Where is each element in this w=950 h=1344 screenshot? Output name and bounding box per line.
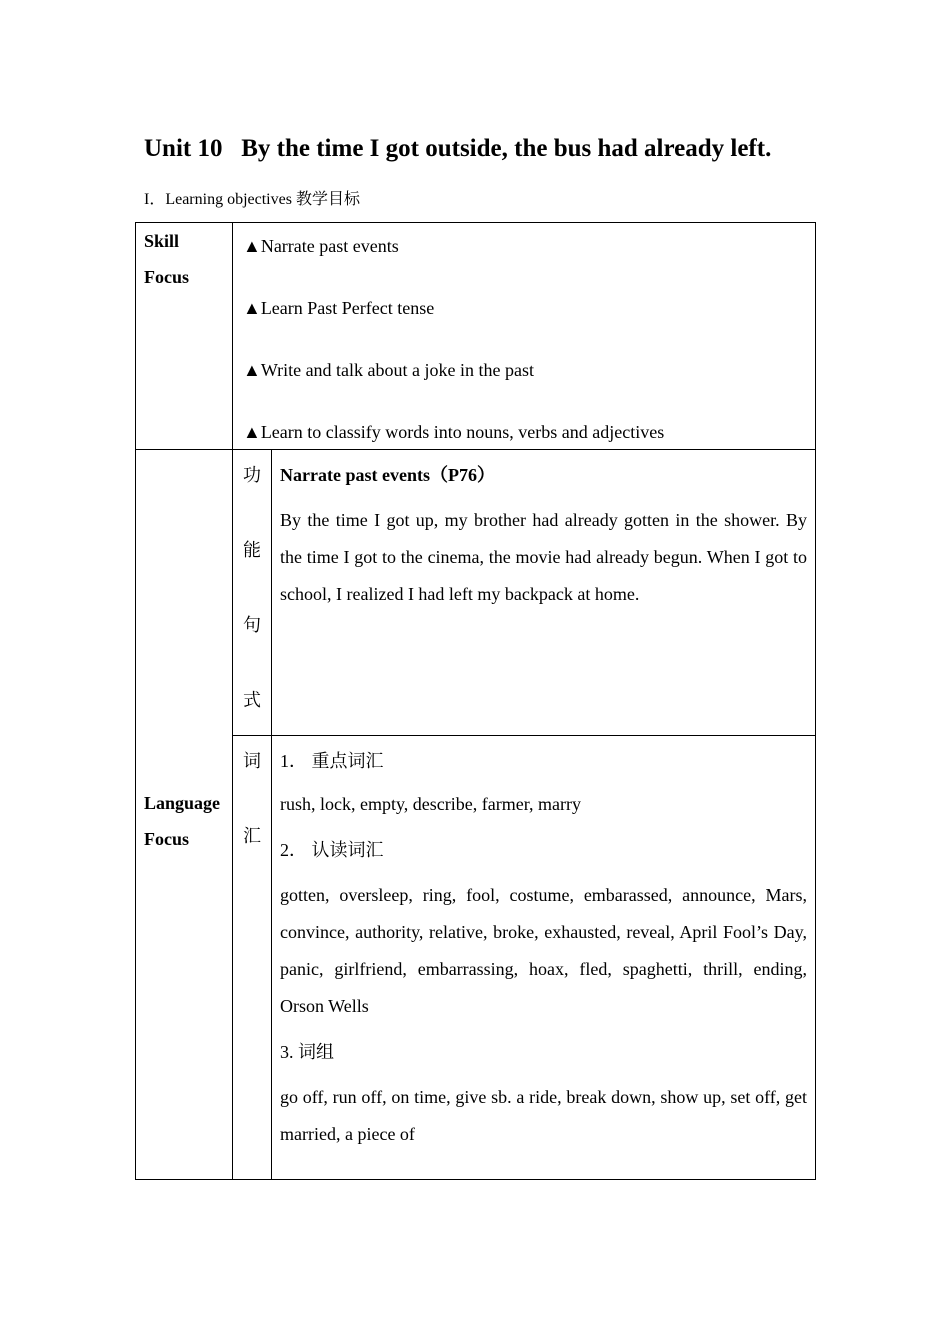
section-heading: I．Learning objectives 教学目标 bbox=[144, 191, 360, 208]
key-vocab-heading: 1． 重点词汇 bbox=[280, 751, 384, 771]
vocabulary-row bbox=[136, 736, 816, 1180]
reading-vocab-words: gotten, oversleep, ring, fool, costume, embarassed, announce, Mars, convince, authority, relative, broke, exhausted, reveal, April Fool’s Day, panic, girlfriend, embarrassing, hoax, fled, spaghetti, thrill, ending, Orson Wells bbox=[280, 885, 807, 1016]
language-focus-label-line1: Language bbox=[144, 792, 221, 813]
language-focus-label-cell bbox=[136, 450, 233, 1180]
function-content-cell bbox=[272, 450, 816, 736]
function-char: 句 bbox=[243, 615, 261, 635]
skill-focus-list-cell bbox=[233, 223, 816, 450]
function-char-cell bbox=[233, 450, 272, 736]
function-char: 功 bbox=[243, 465, 261, 485]
phrases-words: go off, run off, on time, give sb. a ride, break down, show up, set off, get married, a piece of bbox=[280, 1087, 807, 1144]
skill-focus-label-line2: Focus bbox=[144, 267, 189, 287]
skill-item: ▲Write and talk about a joke in the past bbox=[243, 360, 535, 380]
phrases-heading: 3. 词组 bbox=[280, 1042, 334, 1062]
language-focus-label-line2: Focus bbox=[144, 828, 189, 849]
skill-focus-row bbox=[136, 223, 816, 450]
skill-item: ▲Learn Past Perfect tense bbox=[243, 298, 435, 318]
vocabulary-char: 汇 bbox=[243, 826, 261, 846]
function-sentences: By the time I got up, my brother had already gotten in the shower. By the time I got to the cinema, the movie had already begun. When I got to school, I realized I had left my backpack at home. bbox=[280, 510, 807, 604]
function-char: 能 bbox=[243, 540, 261, 560]
skill-item: ▲Learn to classify words into nouns, verbs and adjectives bbox=[243, 422, 665, 442]
reading-vocab-heading: 2． 认读词汇 bbox=[280, 840, 384, 860]
skill-focus-label-line1: Skill bbox=[144, 231, 180, 251]
function-char: 式 bbox=[243, 690, 261, 710]
skill-focus-label-cell bbox=[136, 223, 233, 450]
vocabulary-char: 词 bbox=[243, 751, 261, 771]
objectives-table bbox=[135, 222, 816, 1180]
skill-item: ▲Narrate past events bbox=[243, 236, 399, 256]
key-vocab-words: rush, lock, empty, describe, farmer, marry bbox=[280, 794, 581, 814]
skill-focus-label bbox=[136, 223, 232, 295]
language-focus-label bbox=[136, 785, 232, 857]
page-title: Unit 10 By the time I got outside, the bus had already left. bbox=[144, 135, 772, 162]
function-row bbox=[136, 450, 816, 736]
vocabulary-content-cell bbox=[272, 736, 816, 1180]
vocabulary-char-cell bbox=[233, 736, 272, 1180]
function-heading: Narrate past events（P76） bbox=[280, 465, 495, 485]
